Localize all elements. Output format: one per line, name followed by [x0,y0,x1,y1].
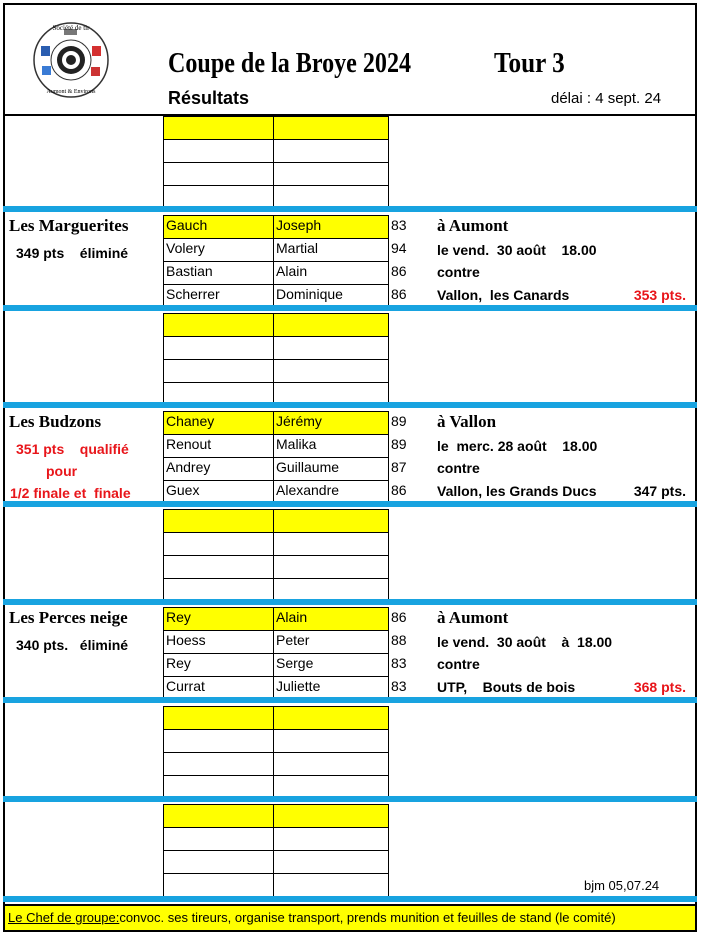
empty-grid-yellow-row [163,116,388,139]
grid-line [163,729,388,730]
team-status: 1/2 finale et finale [10,485,131,501]
match-venue: à Vallon [437,412,497,431]
player-score: 83 [391,217,407,233]
grid-line [163,215,164,307]
grid-line [163,827,388,828]
player-score: 83 [391,678,407,694]
match-date: le vend. 30 août à 18.00 [437,634,613,650]
grid-line [163,578,388,579]
grid-line [273,804,274,896]
grid-line [163,532,388,533]
grid-line [163,555,388,556]
deadline: délai : 4 sept. 24 [551,90,662,107]
grid-line [273,411,274,503]
grid-line [163,509,164,601]
grid-line [163,607,388,608]
player-first-name: Alain [276,263,308,279]
player-first-name: Juliette [276,678,321,694]
player-first-name: Serge [276,655,314,671]
subtitle: Résultats [168,88,250,108]
grid-line [163,116,164,208]
grid-line [163,359,388,360]
player-last-name: Andrey [166,459,211,475]
team-status: 351 pts qualifié [16,441,129,457]
grid-line [163,162,388,163]
logo-text-bottom: Aumont & Environs [46,89,96,95]
player-last-name: Gauch [163,215,273,238]
player-last-name: Rey [163,607,273,630]
match-venue: à Aumont [437,608,509,627]
player-last-name: Scherrer [166,286,220,302]
grid-line [388,411,389,503]
grid-line [388,607,389,699]
player-score: 89 [391,436,407,452]
grid-line [273,215,274,307]
match-date: le merc. 28 août 18.00 [437,438,598,454]
empty-grid-yellow-row [163,804,388,827]
match-against: contre [437,460,480,476]
team-status: 349 pts éliminé [16,245,129,261]
team-name: Les Marguerites [9,216,129,235]
player-last-name: Guex [166,482,200,498]
player-first-name: Jérémy [273,411,388,434]
grid-line [388,313,389,405]
match-venue: à Aumont [437,216,509,235]
page-title: Coupe de la Broye 2024 [168,48,412,79]
grid-line [163,509,388,510]
grid-line [163,775,388,776]
grid-line [388,509,389,601]
grid-line [273,607,274,699]
opponent-points: 347 pts. [633,483,686,499]
tour-label: Tour 3 [494,48,565,79]
grid-line [163,411,164,503]
grid-line [163,873,388,874]
player-first-name: Joseph [273,215,388,238]
player-last-name: Currat [166,678,205,694]
grid-line [163,313,388,314]
grid-line [163,804,388,805]
grid-line [163,382,388,383]
player-score: 86 [391,263,407,279]
grid-line [163,706,164,798]
team-status: 340 pts. éliminé [16,637,129,653]
grid-line [163,139,388,140]
empty-grid-yellow-row [163,313,388,336]
player-last-name: Rey [166,655,191,671]
opponent-points: 353 pts. [633,287,686,303]
footer-label: Le Chef de groupe: [8,910,120,925]
club-logo [27,21,115,99]
team-status: pour [46,463,78,479]
section-divider [3,501,697,507]
player-first-name: Peter [276,632,310,648]
match-against: contre [437,656,480,672]
section-divider [3,206,697,212]
player-first-name: Malika [276,436,317,452]
grid-line [163,336,388,337]
empty-grid-yellow-row [163,706,388,729]
player-score: 88 [391,632,407,648]
opponent-points: 368 pts. [633,679,686,695]
player-first-name: Guillaume [276,459,340,475]
match-date: le vend. 30 août 18.00 [437,242,597,258]
opponent-name: Vallon, les Canards [437,287,570,303]
grid-line [163,804,164,896]
grid-line [388,116,389,208]
player-first-name: Dominique [276,286,343,302]
grid-line [273,509,274,601]
signature: bjm 05,07.24 [584,878,660,893]
grid-line [388,804,389,896]
team-name: Les Perces neige [9,608,128,627]
player-score: 87 [391,459,407,475]
opponent-name: Vallon, les Grands Ducs [437,483,597,499]
grid-line [163,752,388,753]
player-last-name: Renout [166,436,212,452]
player-last-name: Hoess [166,632,206,648]
player-first-name: Alain [273,607,388,630]
player-score: 86 [391,286,407,302]
grid-line [163,116,388,117]
section-divider [3,305,697,311]
grid-line [388,215,389,307]
section-divider [3,796,697,802]
section-divider [3,402,697,408]
grid-line [273,116,274,208]
footer-text: convoc. ses tireurs, organise transport, prends munition et feuilles de stand (le comité) [119,910,616,925]
empty-grid-yellow-row [163,509,388,532]
player-score: 94 [391,240,407,256]
grid-line [273,706,274,798]
grid-line [388,706,389,798]
grid-line [163,706,388,707]
player-last-name: Chaney [163,411,273,434]
section-divider [3,599,697,605]
player-first-name: Martial [276,240,319,256]
section-divider [3,697,697,703]
player-last-name: Bastian [166,263,213,279]
player-first-name: Alexandre [276,482,340,498]
grid-line [163,215,388,216]
player-last-name: Volery [166,240,205,256]
player-score: 89 [391,413,407,429]
player-score: 86 [391,609,407,625]
team-name: Les Budzons [9,412,102,431]
grid-line [163,313,164,405]
grid-line [163,607,164,699]
logo-text-top: Société de tir [52,24,90,32]
grid-line [163,185,388,186]
player-score: 83 [391,655,407,671]
match-against: contre [437,264,480,280]
player-score: 86 [391,482,407,498]
grid-line [273,313,274,405]
section-divider [3,896,697,902]
grid-line [163,850,388,851]
opponent-name: UTP, Bouts de bois [437,679,576,695]
grid-line [163,411,388,412]
footer-note [3,904,697,932]
